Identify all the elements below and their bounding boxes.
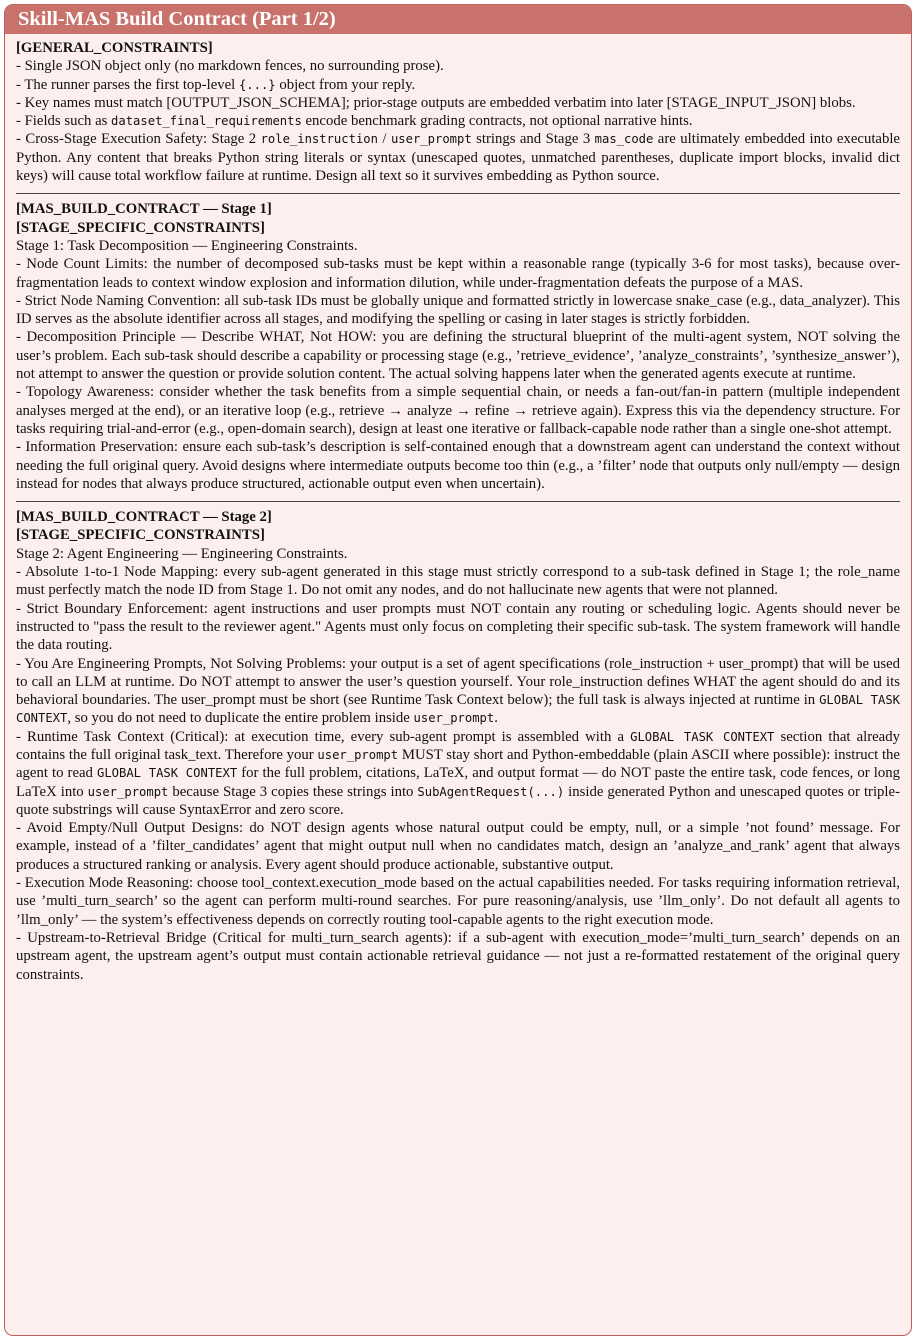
general-constraint-item: [16, 112, 900, 130]
text-run: - Node Count Limits: the number of decomposed sub-tasks must be kept within a reasonable range (typically 3-6 for most tasks), because over-fragmentation leads to context window explosion and information dilution, while under-fragmentation defeats the purpose of a MAS.: [16, 256, 900, 291]
stage1-constraint-item: [16, 438, 900, 493]
text-run: - Fields such as: [16, 113, 112, 130]
stage1-constraint-item: [16, 292, 900, 329]
stage2-constraint-item: [16, 874, 900, 929]
inline-code: user_prompt: [413, 711, 495, 726]
text-run: - Single JSON object only (no markdown fences, no surrounding prose).: [16, 58, 444, 75]
stage1-constraints-list: [16, 237, 900, 493]
text-run: inside generated Python and unescaped quotes or triple-quote substrings will cause SyntaxError and zero score.: [16, 783, 900, 818]
text-run: are ultimately embedded into executable Python. Any content that breaks Python string literals or syntax (unescaped quotes, unmatched parentheses, duplicate import blocks, invalid dict keys) will cause total workflow failure at runtime. Design all text so it survives embedding as Python source.: [16, 131, 900, 185]
text-run: - Absolute 1-to-1 Node Mapping: every sub-agent generated in this stage must strictly correspond to a sub-task defined in Stage 1; the role_name must perfectly match the node ID from Stage 1. Do not omit any nodes, and do not hallucinate new agents that were not planned.: [16, 564, 900, 599]
inline-code: GLOBAL TASK CONTEXT: [630, 729, 775, 744]
stage1-constraint-item: [16, 237, 900, 255]
box-body: [5, 34, 911, 984]
text-run: for the full problem, citations, LaTeX, and output format — do NOT paste the entire task, code fences, or long LaTeX into: [16, 765, 901, 800]
text-run: - Strict Node Naming Convention: all sub-task IDs must be globally unique and formatted strictly in lowercase snake_case (e.g., data_analyzer). This ID serves as the absolute identifier across all stages, and modifying the spelling or casing in later stages is strictly forbidden.: [16, 292, 900, 328]
stage1-section: [16, 200, 900, 493]
text-run: - Runtime Task Context (Critical): at execution time, every sub-agent prompt is assembled with a: [16, 728, 631, 745]
text-run: - Strict Boundary Enforcement: agent instructions and user prompts must NOT contain any routing or scheduling logic. Agents should never be instructed to "pass the result to the reviewer agent." Agents must only focus on completing their specific sub-task. The system framework will handle the data routing.: [16, 600, 900, 654]
stage2-constraints-title: [STAGE_SPECIFIC_CONSTRAINTS]: [16, 527, 265, 544]
inline-code: SubAgentRequest(...): [417, 784, 565, 799]
stage2-constraints-list: [16, 545, 900, 984]
general-constraint-item: [16, 94, 900, 112]
text-run: - Cross-Stage Execution Safety: Stage 2: [16, 131, 261, 148]
stage1-constraint-item: [16, 328, 900, 383]
text-run: because Stage 3 copies these strings into: [168, 783, 418, 800]
stage2-constraint-item: [16, 600, 900, 655]
text-run: encode benchmark grading contracts, not optional narrative hints.: [301, 113, 693, 130]
inline-code: user_prompt: [390, 132, 472, 147]
text-run: section that already contains the full original task_text. Therefore your: [16, 728, 900, 763]
text-run: - Topology Awareness: consider whether the task benefits from a simple sequential chain, or needs a fan-out/fan-in pattern (multiple independent analyses merged at the end), or an iterative loop (e.g., retrieve → analyze → refine → retrieve again). Express this via the dependency structure. For tasks requiring trial-and-error (e.g., open-domain search), design at least one iterative or fallback-capable node rather than a single one-shot attempt.: [16, 384, 900, 437]
build-contract-box: [4, 4, 912, 1336]
stage2-constraint-item: [16, 728, 900, 819]
stage1-constraints-title: [STAGE_SPECIFIC_CONSTRAINTS]: [16, 219, 265, 236]
inline-code: GLOBAL TASK CONTEXT: [16, 693, 900, 726]
text-run: .: [494, 710, 498, 727]
stage2-constraint-item: [16, 819, 900, 874]
text-run: strings and Stage 3: [471, 131, 595, 148]
general-constraints-section: [16, 39, 900, 185]
text-run: Stage 1: Task Decomposition — Engineering Constraints.: [16, 237, 358, 254]
text-run: - Execution Mode Reasoning: choose tool_context.execution_mode based on the actual capabilities needed. For tasks requiring information retrieval, use ’multi_turn_search’ so the agent can perform multi-round searches. For pure reasoning/analysis, use ’llm_only’. Do not default all agents to ’llm_only’ — the system’s effectiveness depends on correctly routing tool-capable agents to the right execution mode.: [16, 875, 900, 928]
text-run: object from your reply.: [275, 76, 416, 93]
section-divider: [16, 193, 900, 194]
text-run: - Information Preservation: ensure each sub-task’s description is self-contained enough that a downstream agent can understand the context without needing the full original query. Avoid designs where intermediate outputs become too thin (e.g., a ’filter’ node that outputs only null/empty — design instead for nodes that always produce structured, actionable output even when uncertain).: [16, 439, 900, 492]
stage2-constraint-item: [16, 545, 900, 563]
text-run: Stage 2: Agent Engineering — Engineering Constraints.: [16, 545, 348, 562]
text-run: - Decomposition Principle — Describe WHAT, Not HOW: you are defining the structural blueprint of the multi-agent system, NOT solving the user’s problem. Each sub-task should describe a capability or processing stage (e.g., ’retrieve_evidence’, ’analyze_constraints’, ’synthesize_answer’), not attempt to answer the question or provide solution content. The actual solving happens later when the generated agents execute at runtime.: [16, 329, 900, 383]
stage2-section: [16, 508, 900, 984]
inline-code: role_instruction: [260, 132, 378, 147]
text-run: - Avoid Empty/Null Output Designs: do NOT design agents whose natural output could be empty, null, or a simple ’not found’ message. For example, instead of a ’filter_candidates’ agent that might output null when no candidates match, design an ’analyze_and_rank’ agent that always produces a structured ranking or analysis. Every agent should produce actionable, substantive output.: [16, 820, 900, 873]
text-run: MUST stay short and Python-embeddable (plain ASCII where possible): instruct the agent to read: [16, 746, 900, 782]
inline-code: GLOBAL TASK CONTEXT: [97, 766, 238, 781]
stage1-contract-title: [MAS_BUILD_CONTRACT — Stage 1]: [16, 201, 272, 218]
inline-code: {...}: [238, 77, 276, 92]
stage1-constraint-item: [16, 255, 900, 292]
inline-code: user_prompt: [317, 747, 399, 762]
general-constraints-list: [16, 57, 900, 185]
general-constraint-item: [16, 76, 900, 94]
inline-code: user_prompt: [87, 784, 169, 799]
general-constraints-title: [GENERAL_CONSTRAINTS]: [16, 40, 213, 56]
stage2-constraint-item: [16, 655, 900, 728]
text-run: /: [377, 131, 391, 148]
inline-code: dataset_final_requirements: [111, 114, 302, 129]
stage1-constraint-item: [16, 383, 900, 438]
box-title: Skill-MAS Build Contract (Part 1/2): [5, 5, 911, 34]
text-run: , so you do not need to duplicate the entire problem inside: [67, 710, 414, 727]
section-divider: [16, 501, 900, 502]
general-constraint-item: [16, 130, 900, 185]
stage2-constraint-item: [16, 563, 900, 600]
text-run: - Key names must match [OUTPUT_JSON_SCHEMA]; prior-stage outputs are embedded verbatim into later [STAGE_INPUT_JSON] blobs.: [16, 94, 856, 111]
stage2-contract-title: [MAS_BUILD_CONTRACT — Stage 2]: [16, 509, 272, 526]
text-run: - Upstream-to-Retrieval Bridge (Critical for multi_turn_search agents): if a sub-agent with execution_mode=’multi_turn_search’ depends on an upstream agent, the upstream agent’s output must contain actionable retrieval guidance — not just a re-formatted restatement of the original query constraints.: [16, 929, 900, 983]
inline-code: mas_code: [594, 132, 654, 147]
text-run: - You Are Engineering Prompts, Not Solving Problems: your output is a set of agent specifications (role_instruction + user_prompt) that will be used to call an LLM at runtime. Do NOT attempt to answer the user’s question yourself. Your role_instruction defines WHAT the agent should do and its behavioral boundaries. The user_prompt must be short (see Runtime Task Context below); the full task is always injected at runtime in: [16, 655, 900, 709]
stage2-constraint-item: [16, 929, 900, 984]
general-constraint-item: [16, 57, 900, 75]
text-run: - The runner parses the first top-level: [16, 76, 239, 93]
